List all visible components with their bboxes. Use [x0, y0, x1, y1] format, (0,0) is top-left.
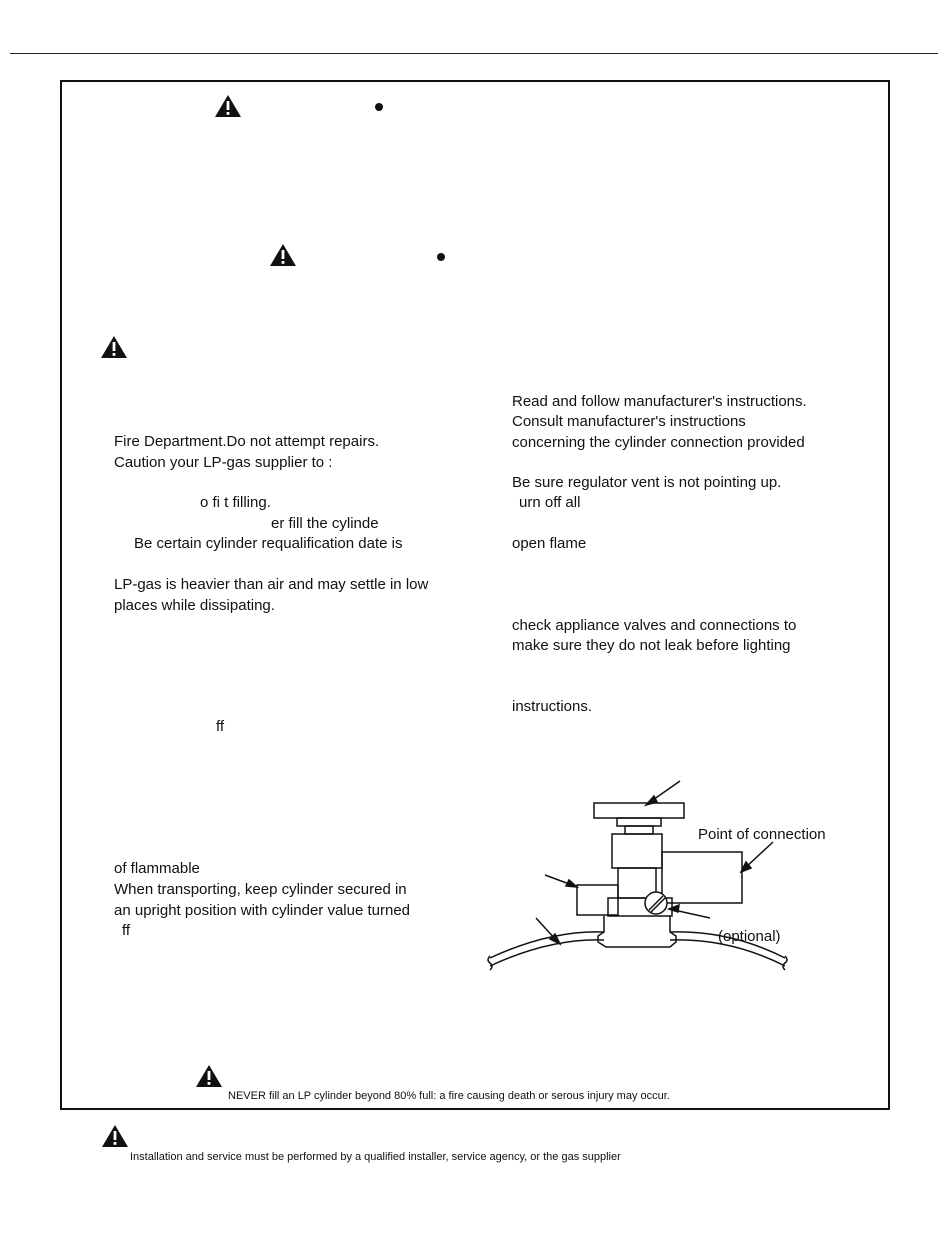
left-line: places while dissipating. [114, 597, 275, 614]
left-line: Caution your LP-gas supplier to : [114, 454, 333, 471]
left-line: of flammable [114, 860, 200, 877]
warning-triangle-icon [214, 94, 242, 118]
left-line: LP-gas is heavier than air and may settle in low [114, 576, 429, 593]
left-line: Fire Department.Do not attempt repairs. [114, 433, 380, 450]
installation-notice: Installation and service must be performed by a qualified installer, service agency, or the gas supplier [130, 1151, 621, 1163]
right-line: concerning the cylinder connection provided [512, 434, 805, 451]
cylinder-valve-diagram [480, 770, 800, 985]
right-line: Consult manufacturer's instructions [512, 413, 746, 430]
bullet-dot-icon [375, 103, 383, 111]
handwheel [594, 803, 684, 818]
left-line: ff [122, 922, 131, 939]
left-line: an upright position with cylinder value turned [114, 902, 411, 919]
left-line: ff [216, 718, 225, 735]
valve-body [612, 834, 662, 868]
overfill-warning-text: NEVER fill an LP cylinder beyond 80% full: a fire causing death or serous injury may occur. [228, 1090, 670, 1102]
right-line: make sure they do not leak before lighting [512, 637, 791, 654]
right-line: instructions. [512, 698, 593, 715]
right-line: check appliance valves and connections to [512, 617, 797, 634]
connection-label: Point of connection [698, 826, 826, 843]
bullet-dot-icon [437, 253, 445, 261]
left-line: Be certain cylinder requalification date is [134, 535, 403, 552]
left-line: o fi t filling. [200, 494, 271, 511]
warning-triangle-icon [100, 335, 128, 359]
optional-label: (optional) [718, 928, 781, 945]
warning-triangle-icon [195, 1064, 223, 1088]
right-line: urn off all [519, 494, 581, 511]
right-line: Be sure regulator vent is not pointing up. [512, 474, 782, 491]
right-line: open flame [512, 535, 587, 552]
warning-triangle-icon [101, 1124, 129, 1148]
right-line: Read and follow manufacturer's instructions. [512, 393, 807, 410]
relief-valve [577, 885, 618, 915]
left-line: When transporting, keep cylinder secured in [114, 881, 407, 898]
connection-outlet [662, 852, 742, 903]
top-rule [10, 53, 938, 54]
warning-triangle-icon [269, 243, 297, 267]
left-line: er fill the cylinde [271, 515, 379, 532]
